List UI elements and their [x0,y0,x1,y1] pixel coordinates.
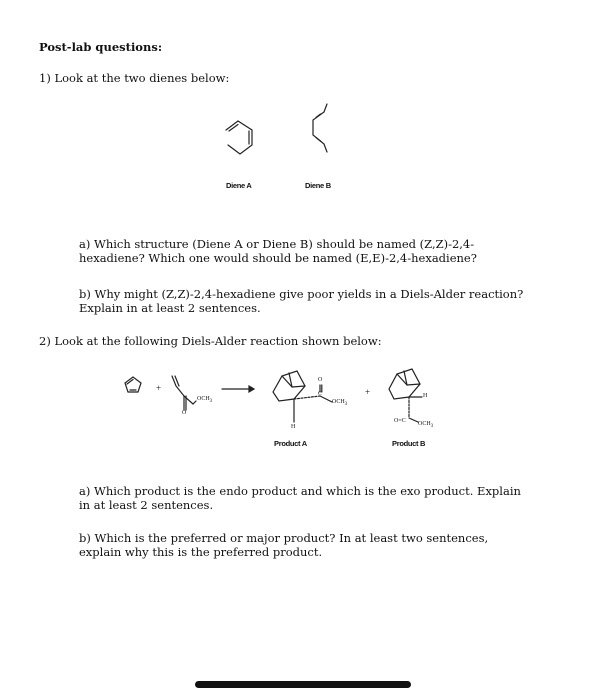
product-a-methoxy-label: $OCH_3$ [332,399,348,408]
question-2a-line2: in at least 2 sentences. [79,498,214,512]
product-b-carbonyl: O=C [394,418,406,424]
home-indicator[interactable] [195,681,411,688]
product-a-carbon-c: C [318,391,323,397]
product-a-label: Product A [274,439,307,448]
reagent-methoxy-label: $OCH_3$ [197,396,213,405]
question-1-intro: 1) Look at the two dienes below: [39,71,230,85]
plus-sign-2: + [365,387,371,397]
question-2b-line2: explain why this is the preferred product. [79,545,323,559]
product-b-hydrogen: H [423,393,428,399]
question-2b-line1: b) Which is the preferred or major product? In at least two sentences, [79,531,489,545]
diene-a-label: Diene A [226,181,252,190]
product-b-label: Product B [392,439,426,448]
question-1b-line2: Explain in at least 2 sentences. [79,301,261,315]
product-a-carbonyl-o: O [318,377,323,383]
page-heading: Post-lab questions: [39,40,163,54]
question-1b-line1: b) Why might (Z,Z)-2,4-hexadiene give poor yields in a Diels-Alder reaction? [79,287,524,301]
reagent-carbonyl-o: O [182,410,187,416]
question-1a-line2: hexadiene? Which one would should be named (E,E)-2,4-hexadiene? [79,251,477,265]
product-b-methoxy-label: $OCH_3$ [418,421,434,430]
question-2a-line1: a) Which product is the endo product and which is the exo product. Explain [79,484,521,498]
product-a-hydrogen: H [291,424,296,430]
question-1a-line1: a) Which structure (Diene A or Diene B) should be named (Z,Z)-2,4- [79,237,475,251]
diene-b-label: Diene B [305,181,331,190]
plus-sign-1: + [156,383,162,393]
question-2-intro: 2) Look at the following Diels-Alder reaction shown below: [39,334,382,348]
